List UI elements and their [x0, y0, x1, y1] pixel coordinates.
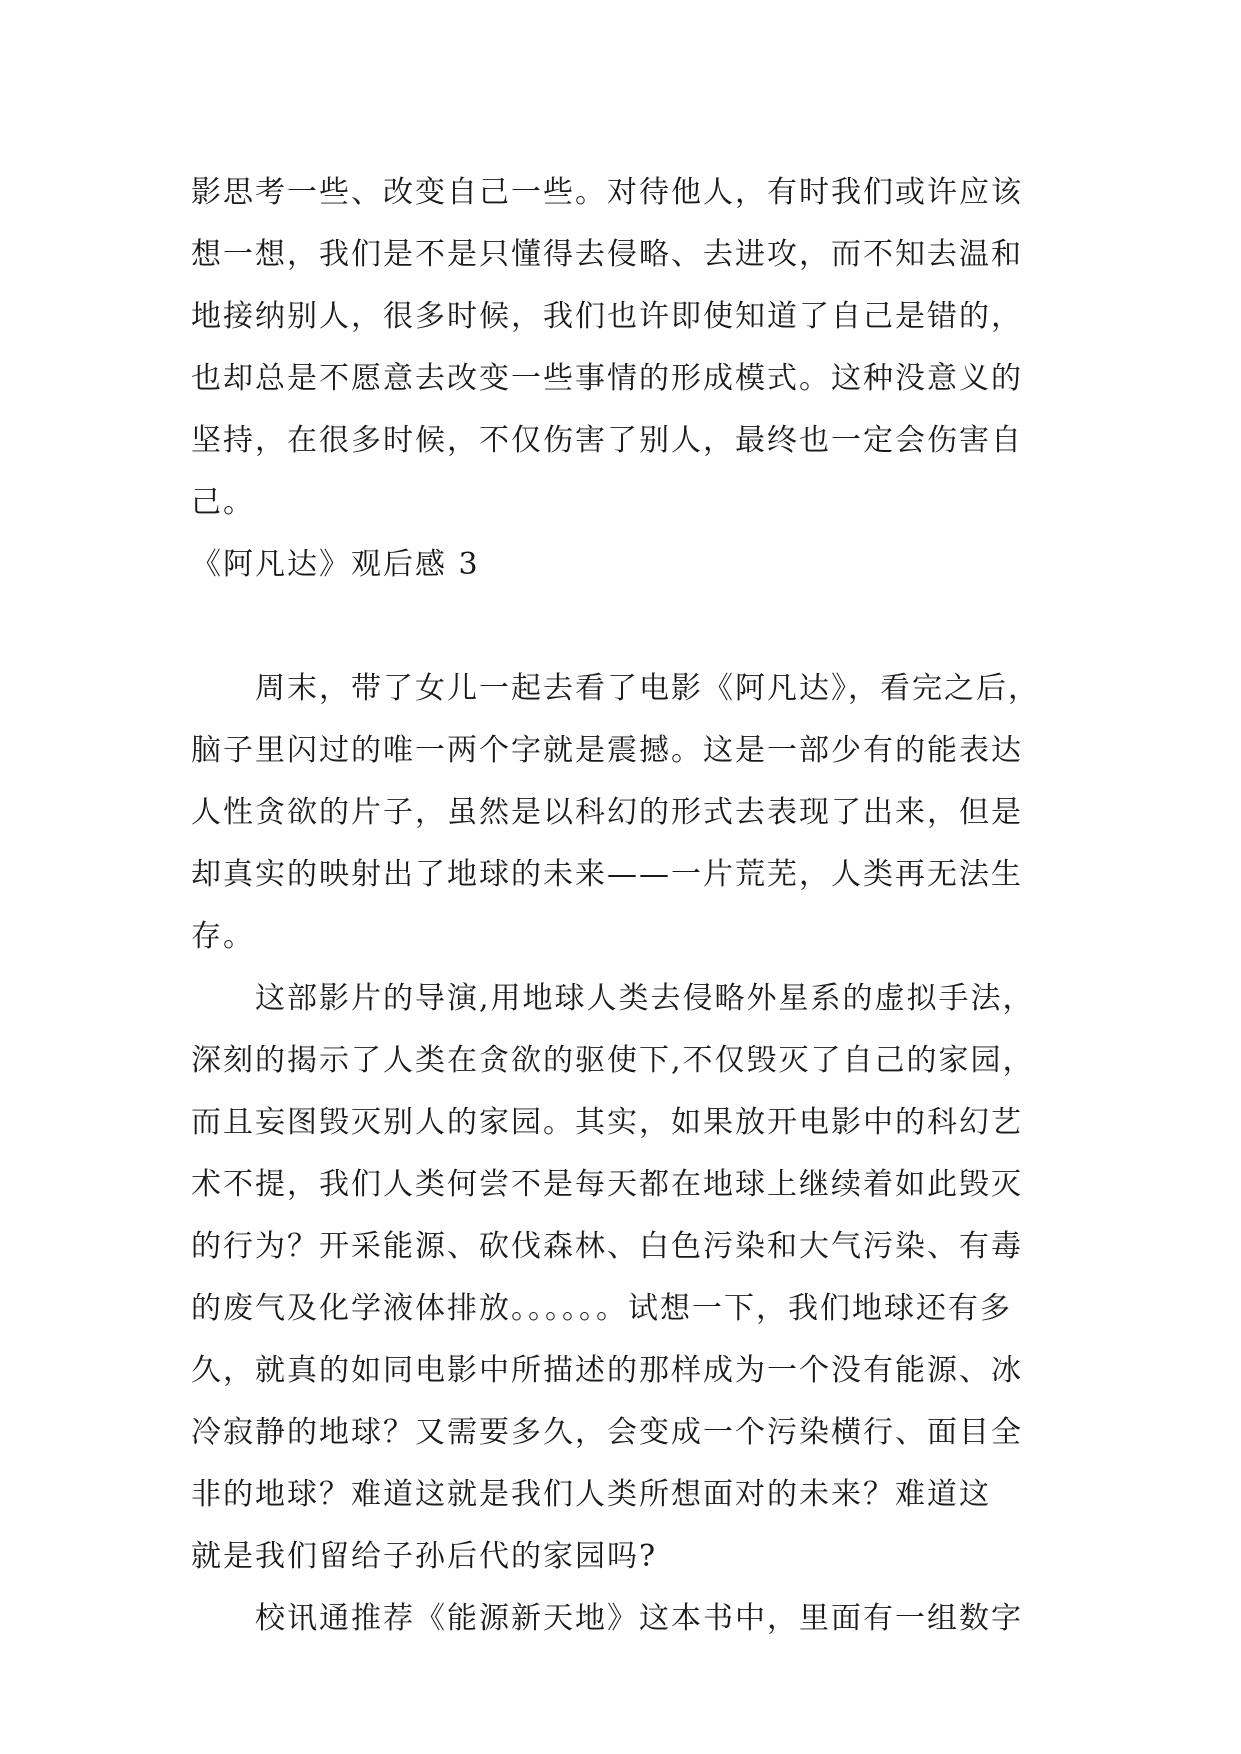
text-line: 地接纳别人，很多时候，我们也许即使知道了自己是错的， — [191, 299, 1023, 334]
paragraph-3 — [191, 1588, 1063, 1650]
text-line: 影思考一些、改变自己一些。对待他人，有时我们或许应该 — [191, 175, 1023, 210]
paragraph-1 — [191, 658, 1063, 968]
text-line: 而且妄图毁灭别人的家园。其实，如果放开电影中的科幻艺 — [191, 1105, 1023, 1140]
text-line: 己。 — [191, 485, 255, 520]
text-line: 的行为？开采能源、砍伐森林、白色污染和大气污染、有毒 — [191, 1229, 1023, 1264]
document-body — [191, 162, 1063, 1650]
text-line: 周末，带了女儿一起去看了电影《阿凡达》，看完之后， — [255, 671, 1040, 706]
text-line: 校讯通推荐《能源新天地》这本书中，里面有一组数字 — [255, 1601, 1023, 1636]
text-line: 想一想，我们是不是只懂得去侵略、去进攻，而不知去温和 — [191, 237, 1023, 272]
text-line: 久，就真的如同电影中所描述的那样成为一个没有能源、冰 — [191, 1353, 1023, 1388]
paragraph-continued — [191, 162, 1063, 534]
section-title: 《阿凡达》观后感 3 — [191, 547, 480, 582]
text-line: 术不提，我们人类何尝不是每天都在地球上继续着如此毁灭 — [191, 1167, 1023, 1202]
text-line: 坚持，在很多时候，不仅伤害了别人，最终也一定会伤害自 — [191, 423, 1023, 458]
text-line: 这部影片的导演,用地球人类去侵略外星系的虚拟手法， — [255, 981, 1035, 1016]
text-line: 就是我们留给子孙后代的家园吗? — [191, 1539, 658, 1574]
text-line: 的废气及化学液体排放。。。。。。试想一下，我们地球还有多 — [191, 1291, 1012, 1326]
text-line: 非的地球？难道这就是我们人类所想面对的未来？难道这 — [191, 1477, 991, 1512]
text-line: 冷寂静的地球？又需要多久，会变成一个污染横行、面目全 — [191, 1415, 1023, 1450]
text-line: 脑子里闪过的唯一两个字就是震撼。这是一部少有的能表达 — [191, 733, 1023, 768]
text-line: 却真实的映射出了地球的未来——一片荒芜，人类再无法生 — [191, 857, 1023, 892]
text-line: 人性贪欲的片子，虽然是以科幻的形式去表现了出来，但是 — [191, 795, 1023, 830]
text-line: 也却总是不愿意去改变一些事情的形成模式。这种没意义的 — [191, 361, 1023, 396]
text-line: 存。 — [191, 919, 255, 954]
paragraph-2 — [191, 968, 1063, 1588]
text-line: 深刻的揭示了人类在贪欲的驱使下,不仅毁灭了自己的家园， — [191, 1043, 1035, 1078]
